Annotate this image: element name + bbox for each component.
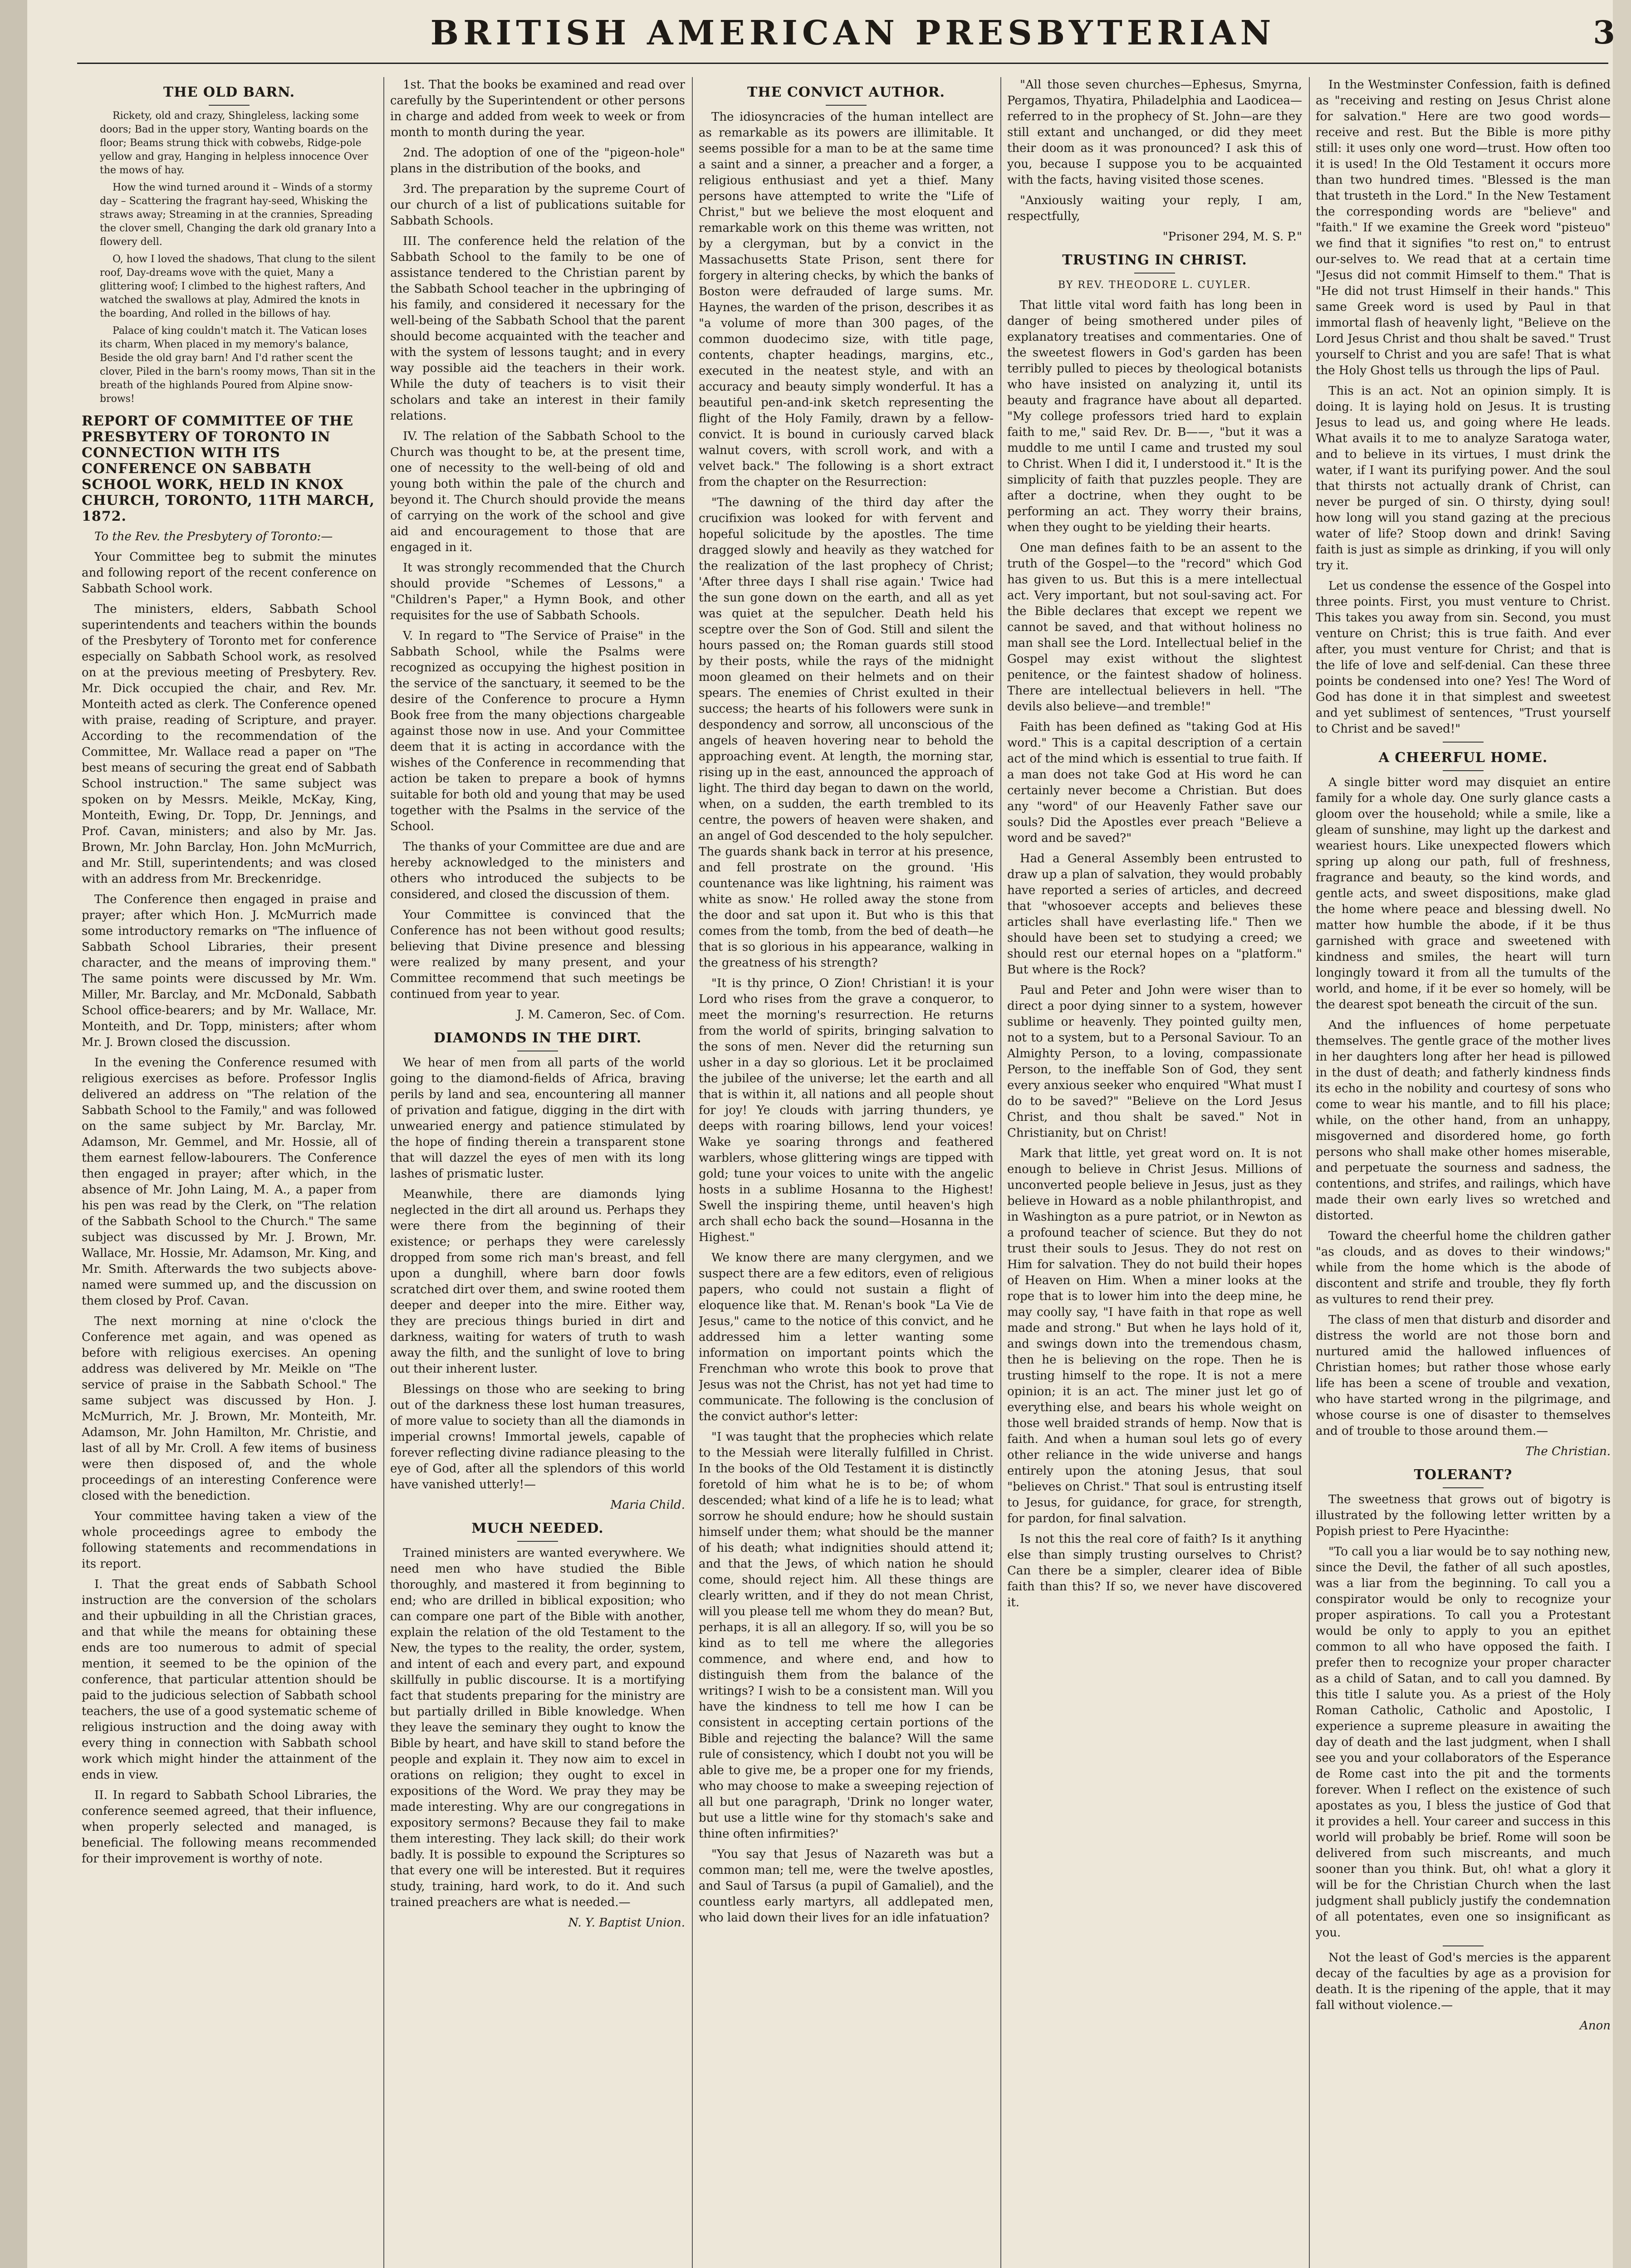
- paragraph: "It is thy prince, O Zion! Christian! it is your Lord who rises from the grave a conqueror, to meet the morning's resurrection. He returns from the world of spirits, bringing salvation to the sons of men. Never did the returning sun usher in a day so glorious. Let it be proclaimed the jubilee of the universe; let the earth and all that is within it, all nations and all people shout for joy! Ye clouds with jarring thunders, ye deeps with roaring billows, lend your voices! Wake ye soaring throngs and feathered warblers, whose glittering wings are tipped with gold; tune your voices to unite with the angelic hosts in a sublime Hosanna to the Highest! Swell the inspiring theme, until heaven's high arch shall echo back the sound—Hosanna in the Highest.": [699, 977, 994, 1244]
- paragraph: "All those seven churches—Ephesus, Smyrna, Pergamos, Thyatira, Philadelphia and Laodicea—referred to in the prophecy of St. John—are they still extant and unchanged, or did they meet their doom as it was pronounced? I ask this of you, because I suppose you to be acquainted with the facts, having visited those scenes.: [1007, 78, 1302, 187]
- paragraph: Is not this the real core of faith? Is it anything else than simply trusting ourselves to Christ? Can there be a simpler, clearer idea of Bible faith than this? If so, we never have discovered it.: [1007, 1532, 1302, 1609]
- signature: J. M. Cameron, Sec. of Com.: [516, 1008, 685, 1022]
- column-5: [1316, 77, 1611, 2268]
- title-rule: [209, 105, 250, 106]
- poem-stanza: Palace of king couldn't match it. The Vatican loses its charm, When placed in my memory's balance, Beside the old gray barn! And I'd rather scent the clover, Piled in the barn's roomy mows, Than sit in the breath of the highlands Poured from Alpine snow-brows!: [100, 325, 376, 405]
- column-separator: [1309, 77, 1310, 2268]
- paragraph: It was strongly recommended that the Church should provide "Schemes of Lessons," a "Children's Paper," a Hymn Book, and other requisites for the use of Sabbath Schools.: [390, 561, 685, 622]
- paragraph: 2nd. The adoption of one of the "pigeon-hole" plans in the distribution of the books, and: [390, 146, 685, 176]
- title-rule: [826, 105, 867, 106]
- paragraph: A single bitter word may disquiet an entire family for a whole day. One surly glance casts a gloom over the household; while a smile, like a gleam of sunshine, may light up the darkest and weariest hours. Like unexpected flowers which spring up along our path, full of freshness, fragrance and beauty, so the kind words, and gentle acts, and sweet dispositions, make glad the home where peace and blessing dwell. No matter how humble the abode, if it be thus garnished with grace and sweetened with kindness and smiles, the heart will turn longingly toward it from all the tumults of the world, and home, if it be ever so homely, will be the dearest spot beneath the circuit of the sun.: [1316, 776, 1611, 1012]
- paragraph: "I was taught that the prophecies which relate to the Messiah were literally fulfilled in Christ. In the books of the Old Testament it is distinctly foretold of him what he is to be; of whom descended; what kind of a life he is to lead; what sorrow he should endure; how he should sustain himself under them; what should be the manner of his death; what indignities should attend it; and that the Jews, of which nation he should come, should reject him. All these things are clearly written, and if they do not mean Christ, will you please tell me whom they do mean? But, perhaps, it is all an allegory. If so, will you be so kind as to tell me where the allegories commence, and where end, and how to distinguish them from the balance of the writings? I wish to be a consistent man. Will you have the kindness to tell me how I can be consistent in accepting certain portions of the Bible and rejecting the balance? Will the same rule of consistency, which I doubt not you will be able to give me, be a proper one for my friends, who may choose to make a sweeping rejection of all but one paragraph, 'Drink no longer water, but use a little wine for thy stomach's sake and thine often infirmities?': [699, 1430, 994, 1841]
- paragraph: Let us condense the essence of the Gospel into three points. First, you must venture to Christ. This takes you away from sin. Second, you must venture on Christ; this is true faith. And ever after, you must venture for Christ; and that is the life of love and self-denial. Can these three points be condensed into one? Yes! The Word of God has done it in that simplest and sweetest and yet sublimest of sentences, "Trust yourself to Christ and be saved!": [1316, 579, 1611, 736]
- paragraph: Toward the cheerful home the children gather "as clouds, and as doves to their windows;" while from the home which is the abode of discontent and strife and trouble, they fly forth as vultures to rend their prey.: [1316, 1229, 1611, 1306]
- article-title: TRUSTING IN CHRIST.: [1062, 252, 1247, 268]
- paragraph: The next morning at nine o'clock the Conference met again, and was opened as before with religious exercises. An opening address was delivered by Mr. Meikle on "The service of praise in the Sabbath School." The same subject was discussed by Hon. J. McMurrich, Mr. J. Brown, Mr. Monteith, Mr. Adamson, Mr. John Hamilton, Mr. Christie, and last of all by Mr. Croll. A few items of business were then disposed of, and the whole proceedings of an interesting Conference were closed with the benediction.: [82, 1315, 377, 1503]
- column-separator: [692, 77, 693, 2268]
- source-attribution: N. Y. Baptist Union.: [568, 1916, 685, 1930]
- article-title: THE CONVICT AUTHOR.: [747, 84, 945, 100]
- page-binding-edge: [0, 0, 27, 2268]
- newspaper-title: BRITISH AMERICAN PRESBYTERIAN: [430, 14, 1276, 53]
- poem-stanza: How the wind turned around it – Winds of a stormy day – Scattering the fragrant hay-seed, Whisking the straws away; Streaming in at the crannies, Spreading the clover smell, Changing the dark old granary Into a flowery dell.: [100, 182, 376, 248]
- article-title: REPORT OF COMMITTEE OF THE PRESBYTERY OF TORONTO IN CONNECTION WITH ITS CONFERENCE ON SABBATH SCHOOL WORK, HELD IN KNOX CHURCH, TORONTO, 11TH MARCH, 1872.: [82, 413, 375, 524]
- paragraph: Your committee having taken a view of the whole proceedings agree to embody the following statements and recommendations in its report.: [82, 1510, 377, 1571]
- paragraph: The class of men that disturb and disorder and distress the world are not those born and nurtured amid the hallowed influences of Christian homes; but rather those whose early life has been a scene of trouble and vexation, who have started wrong in the pilgrimage, and whose course is one of disaster to themselves and of trouble to those around them.—: [1316, 1313, 1611, 1438]
- poem-stanza: Rickety, old and crazy, Shingleless, lacking some doors; Bad in the upper story, Wanting boards on the floor; Beams strung thick with cobwebs, Ridge-pole yellow and gray, Hanging in helpless innocence Over the mows of hay.: [100, 110, 368, 176]
- article-title: MUCH NEEDED.: [471, 1520, 604, 1536]
- poem: [100, 109, 377, 406]
- paragraph: Your Committee is convinced that the Conference has not been without good results; believing that Divine presence and blessing were realized by many present, and your Committee recommend that such meetings be continued from year to year.: [390, 908, 685, 1001]
- column-1: [82, 77, 377, 2268]
- source-attribution: Maria Child.: [610, 1498, 685, 1512]
- paragraph: I. That the great ends of Sabbath School instruction are the conversion of the scholars and their upbuilding in all the Christian graces, and that while the means for obtaining these ends are too numerous to admit of special mention, it seemed to be the opinion of the conference, that particular attention should be paid to the judicious selection of Sabbath school teachers, the use of a good systematic scheme of religious instruction and the doing away with every thing in connection with Sabbath school work which might hinder the attainment of the ends in view.: [82, 1578, 377, 1782]
- paragraph: And the influences of home perpetuate themselves. The gentle grace of the mother lives in her daughters long after her head is pillowed in the dust of death; and fatherly kindness finds its echo in the nobility and courtesy of sons who come to wear his mantle, and to fill his place; while, on the other hand, from an unhappy, misgoverned and disordered home, go forth persons who shall make other homes miserable, and perpetuate the sourness and sadness, the contentions, and strifes, and railings, which have made their own early lives so wretched and distorted.: [1316, 1018, 1611, 1222]
- article-title: DIAMONDS IN THE DIRT.: [433, 1030, 642, 1046]
- paragraph: The Conference then engaged in praise and prayer; after which Hon. J. McMurrich made some introductory remarks on "The influence of Sabbath School Libraries, their present character, and the means of improving them." The same points were discussed by Mr. Wm. Miller, Mr. Barclay, and Mr. McDonald, Sabbath School office-bearers; and by Mr. Wallace, Mr. Monteith, and Dr. Topp, ministers; after whom Mr. J. Brown closed the discussion.: [82, 893, 377, 1049]
- paragraph: "Anxiously waiting your reply, I am, respectfully,: [1007, 194, 1302, 223]
- paragraph: Mark that little, yet great word on. It is not enough to believe in Christ Jesus. Millions of unconverted people believe in Jesus, just as they believe in Howard as a noble philanthropist, and in Washington as a pure patriot, or in Newton as a profound teacher of science. But they do not trust their souls to Jesus. They do not rest on Him for salvation. They do not build their hopes of Heaven on Him. When a miner looks at the rope that is to lower him into the deep mine, he may coolly say, "I have faith in that rope as well made and strong." But when he lays hold of it, and swings down into the tremendous chasm, then he is believing on the rope. Then he is trusting himself to the rope. It is not a mere opinion; it is an act. The miner just let go of everything else, and bears his whole weight on those well braided strands of hemp. Now that is faith. And when a human soul lets go of every other reliance in the wide universe and hangs entirely upon the atoning Jesus, that soul "believes on Christ." That soul is entrusting itself to Jesus, for guidance, for grace, for strength, for pardon, for final salvation.: [1007, 1147, 1302, 1525]
- paragraph: 1st. That the books be examined and read over carefully by the Superintendent or other persons in charge and added from week to week or from month to month during the year.: [390, 78, 685, 139]
- paragraph: Had a General Assembly been entrusted to draw up a plan of salvation, they would probably have reported a series of articles, and decreed that "whosoever accepts and believes these articles shall have everlasting life." Then we should have been set to studying a creed; we should rest our eternal hopes on a "platform." But where is the Rock?: [1007, 852, 1302, 977]
- paragraph: Paul and Peter and John were wiser than to direct a poor dying sinner to a system, however sublime or heavenly. They pointed guilty men, not to a system, but to a Personal Saviour. To an Almighty Person, to a loving, compassionate Person, to the ineffable Son of God, they sent every anxious seeker who enquired "What must I do to be saved?" "Believe on the Lord Jesus Christ, and thou shalt be saved." Not in Christianity, but on Christ!: [1007, 983, 1302, 1140]
- paragraph: "The dawning of the third day after the crucifixion was looked for with fervent and hopeful solicitude by the apostles. The time dragged slowly and heavily as they watched for the realization of the last prophecy of Christ; 'After three days I shall rise again.' Twice had the sun gone down on the earth, and all as yet was quiet at the sepulcher. Death held his sceptre over the Son of God. Still and silent the hours passed on; the Roman guards still stood by their posts, while the rays of the midnight moon gleamed on their helmets and on their spears. The enemies of Christ exulted in their success; the hearts of his followers were sunk in despondency and sorrow, all unconscious of the angels of heaven hovering near to behold the approaching event. At length, the morning star, rising up in the east, announced the approach of light. The third day began to dawn on the world, when, on a sudden, the earth trembled to its centre, the powers of heaven were shaken, and an angel of God descended to the holy sepulcher. The guards shank back in terror at his presence, and fell prostrate on the ground. 'His countenance was like lightning, his raiment was white as snow.' He rolled away the stone from the door and sat upon it. But who is this that comes from the tomb, from the bed of death—he that is so glorious in his appearance, walking in the greatness of his strength?: [699, 496, 994, 970]
- title-rule: [1443, 1487, 1484, 1488]
- paragraph: Blessings on those who are seeking to bring out of the darkness these lost human treasures, of more value to society than all the diamonds in imperial crowns! Immortal jewels, capable of forever reflecting divine radiance pleasing to the eye of God, after all the splendors of this world have vanished utterly!—: [390, 1383, 685, 1491]
- page-number: 3: [1593, 14, 1615, 51]
- article-title: A CHEERFUL HOME.: [1378, 750, 1548, 766]
- paragraph: 3rd. The preparation by the supreme Court of our church of a list of publications suitable for Sabbath Schools.: [390, 182, 685, 228]
- paragraph: We know there are many clergymen, and we suspect there are a few editors, even of religious papers, who could not sustain a flight of eloquence like that. M. Renan's book "La Vie de Jesus," came to the notice of this convict, and he addressed him a letter wanting some information on important points which the Frenchman who wrote this book to prove that Jesus was not the Christ, has not yet had time to communicate. The following is the conclusion of the convict author's letter:: [699, 1251, 994, 1423]
- article-title: TOLERANT?: [1414, 1467, 1513, 1483]
- paragraph: One man defines faith to be an assent to the truth of the Gospel—to the "record" which God has given to us. But this is a mere intellectual act. Very important, but not soul-saving act. For the Bible declares that except we repent we cannot be saved, and that without holiness no man shall see the Lord. Intellectual belief in the Gospel may exist without the slightest penitence, or the faintest shadow of holiness. There are intellectual believers in hell. "The devils also believe—and tremble!": [1007, 541, 1302, 714]
- source-attribution: The Christian.: [1525, 1445, 1611, 1458]
- paragraph: Trained ministers are wanted everywhere. We need men who have studied the Bible thoroughly, and mastered it from beginning to end; who are drilled in biblical exposition; who can compare one part of the Bible with another, explain the relation of the old Testament to the New, the types to the reality, the order, system, and intent of each and every part, and expound skillfully in public discourse. It is a mortifying fact that students preparing for the ministry are but partially drilled in Bible knowledge. When they leave the seminary they ought to know the Bible by heart, and have skill to stand before the people and explain it. They now aim to excel in orations on religion; they ought to excel in expositions of the Word. We pray they may be made interesting. Why are our congregations in expository sermons? Because they fail to make them interesting. They lack skill; do their work badly. It is possible to expound the Scriptures so that every one will be interested. But it requires study, training, hard work, to do it. And such trained preachers are what is needed.—: [390, 1546, 685, 1909]
- paragraph: "To call you a liar would be to say nothing new, since the Devil, the father of all such apostles, was a liar from the beginning. To call you a conspirator would be only to recognize your proper aspirations. To call you a Protestant would be only to apply to you an epithet common to all who have opposed the faith. I prefer then to recognize your proper character as a child of Satan, and to call you damned. By this title I salute you. As a priest of the Holy Roman Catholic, Catholic and Apostolic, I experience a supreme pleasure in awaiting the day of death and the last judgment, when I shall see you and your collaborators of the Esperance de Rome cast into the pit and the torments forever. When I reflect on the existence of such apostates as you, I bless the justice of God that it provides a hell. Your career and success in this world will probably be brief. Rome will soon be delivered from such miscreants, and much sooner than you think. But, oh! what a glory it will be for the Christian Church when the last judgment shall publicly justify the condemnation of all potentates, even one so insignificant as you.: [1316, 1545, 1611, 1940]
- title-rule: [517, 1541, 558, 1542]
- source-attribution: Anon: [1580, 2019, 1611, 2033]
- paragraph: Not the least of God's mercies is the apparent decay of the faculties by age as a provision for death. It is the ripening of the apple, that it may fall without violence.—: [1316, 1951, 1611, 2012]
- paragraph: Meanwhile, there are diamonds lying neglected in the dirt all around us. Perhaps they were there from the beginning of their existence; or perhaps they were carelessly dropped from some rich man's breast, and fell upon a dunghill, where barn door fowls scratched dirt over them, and swine rooted them deeper and deeper into the mire. Either way, they are precious things buried in dirt and darkness, waiting for waters of truth to wash away the filth, and the sunlight of love to bring out their inherent luster.: [390, 1188, 685, 1376]
- paragraph: V. In regard to "The Service of Praise" in the Sabbath School, while the Psalms were recognized as occupying the highest position in the service of the sanctuary, it seemed to be the desire of the Conference to procure a Hymn Book free from the many objections chargeable against those now in use. And your Committee deem that it is acting in accordance with the wishes of the Conference in recommending that action be taken to prepare a book of hymns suitable for both old and young that may be used together with the Psalms in the service of the School.: [390, 629, 685, 833]
- column-3: [699, 77, 994, 2268]
- paragraph: III. The conference held the relation of the Sabbath School to the family to be one of assistance tendered to the Christian parent by the Sabbath School teacher in the upbringing of his family, and considered it necessary for the well-being of the Sabbath School that the parent should become acquainted with the teacher and with the system of lessons taught; and in every way possible aid the teachers in their work. While the duty of teachers is to visit their scholars and take an interest in their family relations.: [390, 235, 685, 423]
- article-title: THE OLD BARN.: [163, 84, 295, 100]
- paragraph: The thanks of your Committee are due and are hereby acknowledged to the ministers and others who introduced the subjects to be considered, and closed the discussion of them.: [390, 840, 685, 901]
- paragraph: The sweetness that grows out of bigotry is illustrated by the following letter written by a Popish priest to Pere Hyacinthe:: [1316, 1493, 1611, 1538]
- paragraph: The ministers, elders, Sabbath School superintendents and teachers within the bounds of the Presbytery of Toronto met for conference especially on Sabbath School work, as resolved on at the previous meeting of Presbytery. Rev. Mr. Dick occupied the chair, and Rev. Mr. Monteith acted as clerk. The Conference opened with praise, reading of Scripture, and prayer. According to the recommendation of the Committee, Mr. Wallace read a paper on "The best means of securing the great end of Sabbath School instruction." The same subject was spoken on by Messrs. Meikle, McKay, King, Monteith, Ewing, Dr. Topp, Dr. Jennings, and Prof. Cavan, ministers; and also by Mr. Jas. Brown, Mr. John Barclay, Hon. John McMurrich, and Mr. Still, superintendents; and was closed with an address from Mr. Breckenridge.: [82, 602, 377, 886]
- column-separator: [1000, 77, 1001, 2268]
- section-rule: [1443, 1945, 1484, 1946]
- paragraph: Faith has been defined as "taking God at His word." This is a capital description of a certain act of the mind which is essential to true faith. If a man does not take God at His word he can certainly never become a Christian. But does any "word" of our Heavenly Father save our souls? Did the Apostles ever preach "Believe a word and be saved?": [1007, 720, 1302, 845]
- column-separator: [383, 77, 384, 2268]
- column-4: [1007, 77, 1302, 2268]
- page-right-edge: [1613, 0, 1631, 2268]
- paragraph: IV. The relation of the Sabbath School to the Church was thought to be, at the present time, one of necessity to the well-being of old and young both within the pale of the church and beyond it. The Church should provide the means of carrying on the work of the school and give aid and encouragement to those that are engaged in it.: [390, 430, 685, 554]
- signature: "Prisoner 294, M. S. P.": [1162, 230, 1302, 244]
- title-rule: [1443, 770, 1484, 771]
- section-rule: [1443, 742, 1484, 743]
- paragraph: In the evening the Conference resumed with religious exercises as before. Professor Inglis delivered an address on "The relation of the Sabbath School to the Family," and was followed on the same subject by Mr. Barclay, Mr. Adamson, Mr. Gemmel, and Mr. Hossie, all of them earnest fellow-labourers. The Conference then engaged in prayer; after which, in the absence of Mr. John Laing, M. A., a paper from his pen was read by the Clerk, on "The relation of the Sabbath School to the Church." The same subject was discussed by Mr. J. Brown, Mr. Wallace, Mr. Hossie, Mr. Adamson, Mr. King, and Mr. Smith. Afterwards the two subjects above-named were summed up, and the discussion on them closed by Prof. Cavan.: [82, 1056, 377, 1308]
- title-rule: [1134, 273, 1175, 274]
- byline: BY REV. THEODORE L. CUYLER.: [1058, 279, 1251, 291]
- paragraph: Your Committee beg to submit the minutes and following report of the recent conference on Sabbath School work.: [82, 550, 377, 596]
- paragraph: "You say that Jesus of Nazareth was but a common man; tell me, were the twelve apostles, and Saul of Tarsus (a pupil of Gamaliel), and the countless early martyrs, all addlepated men, who laid down their lives for an idle infatuation?: [699, 1848, 994, 1925]
- salutation: To the Rev. the Presbytery of Toronto:—: [94, 530, 333, 543]
- paragraph: II. In regard to Sabbath School Libraries, the conference seemed agreed, that their influence, when properly selected and managed, is beneficial. The following means recommended for their improvement is worthy of note.: [82, 1789, 377, 1866]
- paragraph: The idiosyncracies of the human intellect are as remarkable as its powers are illimitable. It seems possible for a man to be at the same time a saint and a sinner, a preacher and a forger, a religious enthusiast and yet a thief. Many persons have attempted to write the "Life of Christ," but we believe the most eloquent and remarkable work on this theme was written, not by a clergyman, but by a convict in the Massachusetts State Prison, sent there for forgery in altering checks, by which the banks of Boston were defrauded of large sums. Mr. Haynes, the warden of the prison, describes it as "a volume of more than 300 pages, of the common duodecimo size, with title page, contents, chapter headings, margins, etc., executed in the neatest style, and with an accuracy and beauty simply wonderful. It has a beautiful pen-and-ink sketch representing the flight of the Holy Family, drawn by a fellow-convict. It is bound in curiously carved black walnut covers, with scroll work, and with a velvet back." The following is a short extract from the chapter on the Resurrection:: [699, 110, 994, 489]
- paragraph: That little vital word faith has long been in danger of being smothered under piles of explanatory treatises and commentaries. One of the sweetest flowers in God's garden has been terribly pulled to pieces by theological botanists who have insisted on analyzing it, until its beauty and fragrance have about all departed. "My college professors tried hard to explain faith to me," said Rev. Dr. B——, "but it was a muddle to me until I came and trusted my soul to Christ. When I did it, I understood it." It is the simplicity of faith that puzzles people. They are after a doctrine, when they ought to be performing an act. They worry their brains, when they ought to be yielding their hearts.: [1007, 298, 1302, 534]
- poem-stanza: O, how I loved the shadows, That clung to the silent roof, Day-dreams wove with the quiet, Many a glittering woof; I climbed to the highest rafters, And watched the swallows at play, Admired the knots in the boarding, And rolled in the billows of hay.: [100, 254, 376, 319]
- paragraph: In the Westminster Confession, faith is defined as "receiving and resting on Jesus Christ alone for salvation." Here are two good words—receive and rest. But the Bible is more pithy still: it uses only one word—trust. How often too it is used! In the Old Testament it occurs more than two hundred times. "Blessed is the man that trusteth in the Lord." In the New Testament the corresponding words are "believe" and "faith." If we examine the Greek word "pisteuo" we find that it signifies "to rest on," to entrust our-selves to. We read that at a certain time "Jesus did not commit Himself to them." That is "He did not trust Himself in their hands." This same Greek word is used by Paul in that immortal flash of heavenly light, "Believe on the Lord Jesus Christ and thou shalt be saved." Trust yourself to Christ and you are safe! That is what the Holy Ghost tells us through the lips of Paul.: [1316, 78, 1611, 377]
- masthead-rule: [77, 63, 1608, 64]
- paragraph: This is an act. Not an opinion simply. It is doing. It is laying hold on Jesus. It is trusting Jesus to lead us, and going where He leads. What avails it to me to analyze Saratoga water, and to believe in its virtues, I must drink the water, if I want its purifying power. And the soul that thirsts not actually drank of Christ, can never be purged of sin. O thirsty, dying soul! how long will you stand gazing at the precious water of life? Stoop down and drink! Saving faith is just as simple as drinking, if you will only try it.: [1316, 384, 1611, 572]
- column-2: [390, 77, 685, 2268]
- paragraph: We hear of men from all parts of the world going to the diamond-fields of Africa, braving perils by land and sea, encountering all manner of privation and fatigue, digging in the dirt with unwearied energy and patience stimulated by the hope of finding therein a transparent stone that will dazzel the eyes of men with its long lashes of prismatic luster.: [390, 1056, 685, 1181]
- masthead: [73, 14, 1631, 68]
